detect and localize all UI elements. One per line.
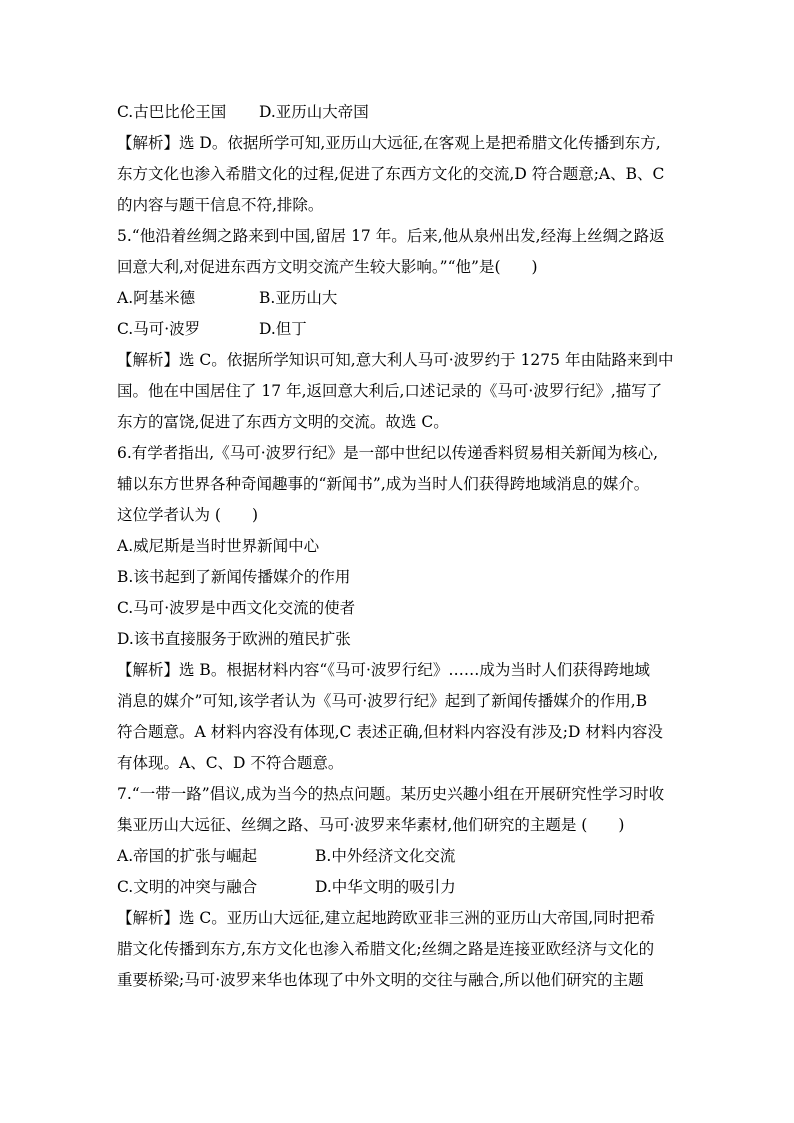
q7-options-row (117, 841, 679, 872)
q6-option-b: B.该书起到了新闻传播媒介的作用 (117, 568, 351, 586)
q5-option-c: C.马可·波罗 (117, 320, 201, 338)
q6-analysis-line: 符合题意。A 材料内容没有体现,C 表述正确,但材料内容没有涉及;D 材料内容没 (117, 723, 663, 741)
q6-option-d: D.该书直接服务于欧洲的殖民扩张 (117, 630, 351, 648)
q4-analysis-line: 【解析】选 D。依据所学可知,亚历山大远征,在客观上是把希腊文化传播到东方, (117, 134, 661, 152)
q7-stem-line: 集亚历山大远征、丝绸之路、马可·波罗来华素材,他们研究的主题是 ( ) (117, 816, 625, 834)
q6-stem-line: 辅以东方世界各种奇闻趣事的“新闻书”,成为当时人们获得跨地域消息的媒介。 (117, 475, 650, 493)
q5-stem-line: 5.“他沿着丝绸之路来到中国,留居 17 年。后来,他从泉州出发,经海上丝绸之路返 (117, 227, 665, 245)
q6-analysis-line: 【解析】选 B。根据材料内容“《马可·波罗行纪》……成为当时人们获得跨地域 (117, 661, 650, 679)
q4-option-c: C.古巴比伦王国 (117, 103, 227, 121)
document-page (117, 97, 679, 996)
q5-option-b: B.亚历山大 (259, 289, 338, 307)
q7-analysis-line: 【解析】选 C。亚历山大远征,建立起地跨欧亚非三洲的亚历山大帝国,同时把希 (117, 909, 656, 927)
q7-stem-line: 7.“一带一路”倡议,成为当今的热点问题。某历史兴趣小组在开展研究性学习时收 (117, 785, 665, 803)
q7-option-a: A.帝国的扩张与崛起 (117, 847, 258, 865)
q6-stem-line: 这位学者认为 ( ) (117, 506, 259, 524)
q7-option-b: B.中外经济文化交流 (315, 847, 456, 865)
q7-options-row (117, 872, 679, 903)
q5-analysis-line: 国。他在中国居住了 17 年,返回意大利后,口述记录的《马可·波罗行纪》,描写了 (117, 382, 663, 400)
q4-option-d: D.亚历山大帝国 (259, 103, 369, 121)
q7-analysis-line: 重要桥梁;马可·波罗来华也体现了中外文明的交往与融合,所以他们研究的主题 (117, 971, 644, 989)
q7-option-c: C.文明的冲突与融合 (117, 878, 258, 896)
q6-stem-line: 6.有学者指出,《马可·波罗行纪》是一部中世纪以传递香料贸易相关新闻为核心, (117, 444, 659, 462)
q4-options-row (117, 97, 679, 128)
q7-option-d: D.中华文明的吸引力 (315, 878, 456, 896)
q6-analysis-line: 消息的媒介”可知,该学者认为《马可·波罗行纪》起到了新闻传播媒介的作用,B (117, 692, 648, 710)
q5-option-a: A.阿基米德 (117, 289, 196, 307)
q5-options-row (117, 283, 679, 314)
q6-analysis-line: 有体现。A、C、D 不符合题意。 (117, 754, 344, 772)
q5-analysis-line: 【解析】选 C。依据所学知识可知,意大利人马可·波罗约于 1275 年由陆路来到中 (117, 351, 674, 369)
q5-option-d: D.但丁 (259, 320, 307, 338)
q4-analysis-line: 东方文化也渗入希腊文化的过程,促进了东西方文化的交流,D 符合题意;A、B、C (117, 165, 665, 183)
q5-analysis-line: 东方的富饶,促进了东西方文明的交流。故选 C。 (117, 413, 449, 431)
q6-option-a: A.威尼斯是当时世界新闻中心 (117, 537, 320, 555)
q5-stem-line: 回意大利,对促进东西方文明交流产生较大影响。”“他”是( ) (117, 258, 538, 276)
q4-analysis-line: 的内容与题干信息不符,排除。 (117, 196, 324, 214)
q7-analysis-line: 腊文化传播到东方,东方文化也渗入希腊文化;丝绸之路是连接亚欧经济与文化的 (117, 940, 655, 958)
q6-option-c: C.马可·波罗是中西文化交流的使者 (117, 599, 356, 617)
q5-options-row (117, 314, 679, 345)
